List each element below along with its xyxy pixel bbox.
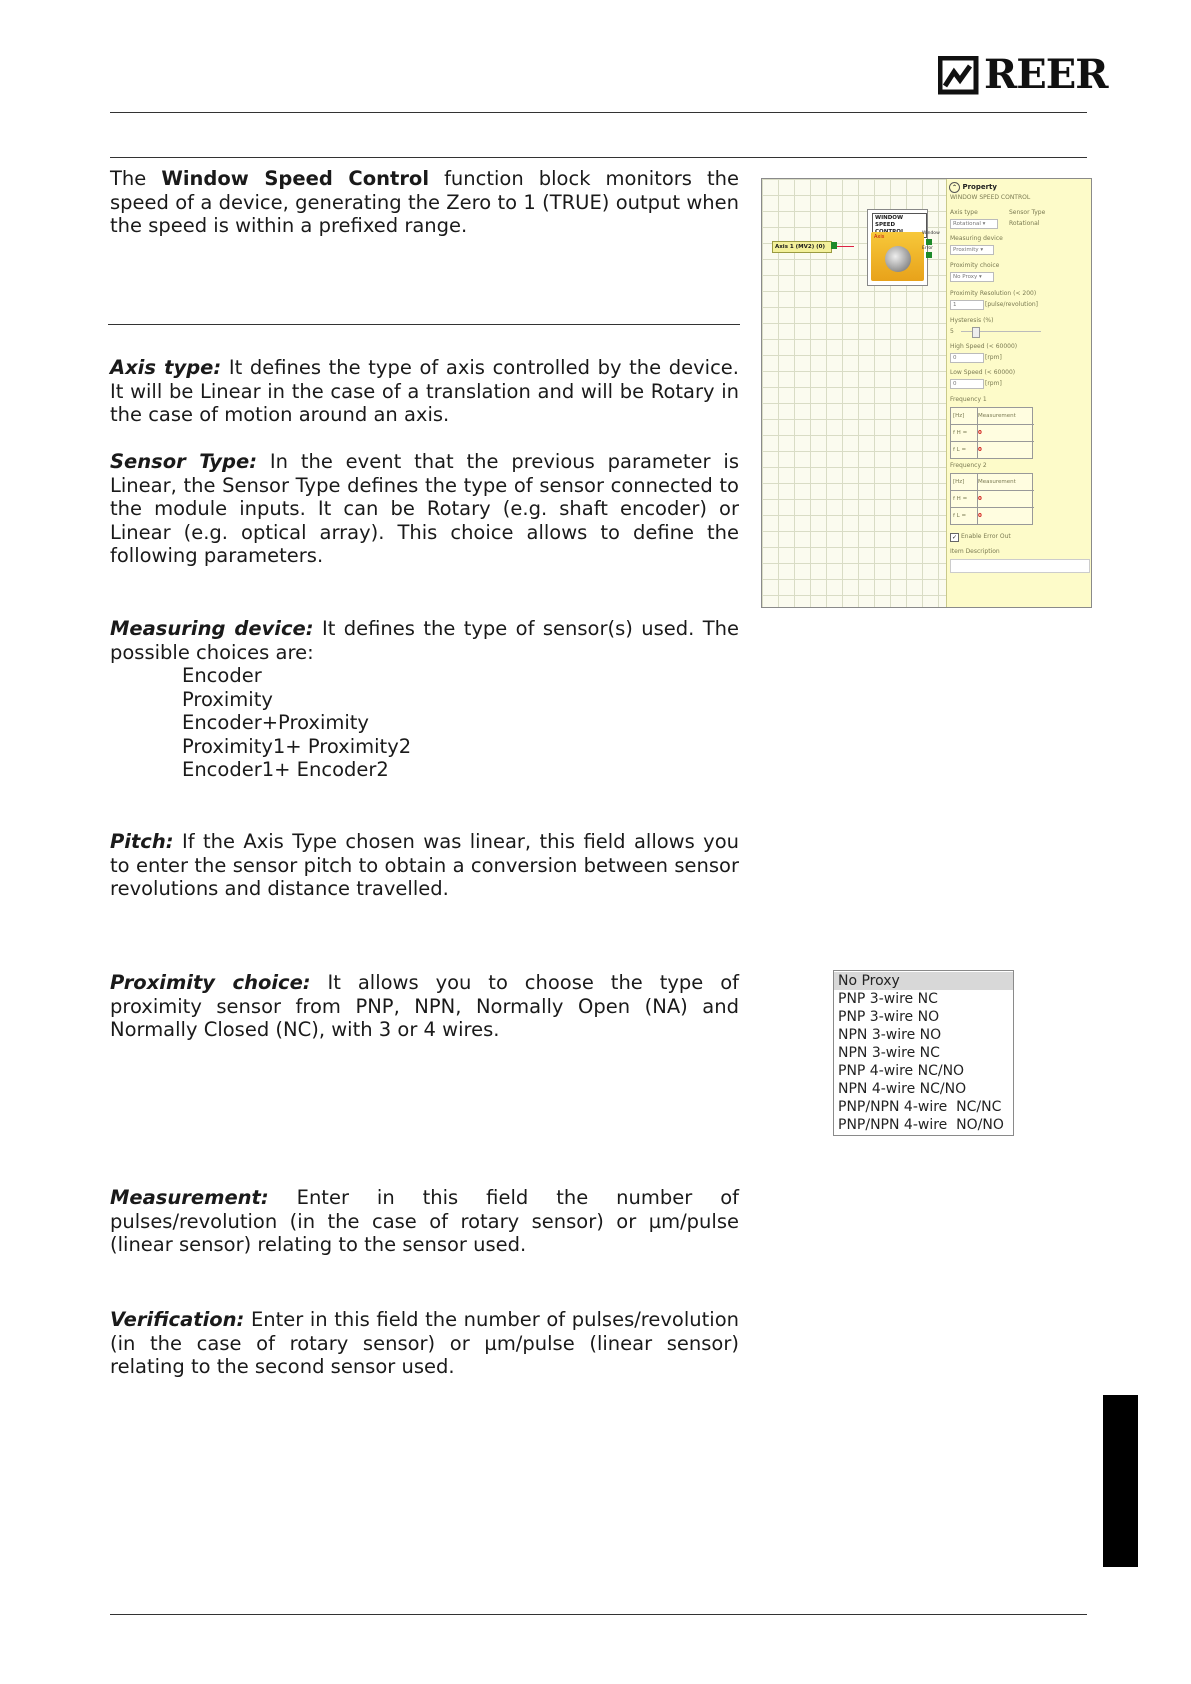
intro-prefix: The <box>110 167 147 190</box>
dropdown-option[interactable]: NPN 3-wire NC <box>838 1045 940 1061</box>
param-text: It defines the type of axis controlled by the device. It will be Linear in the case of a translation and will be Rotary in the case of motion around an axis. <box>110 356 739 426</box>
property-header <box>949 182 997 193</box>
dropdown-option[interactable]: PNP 3-wire NC <box>838 991 938 1007</box>
intro-text: function block monitors the speed of a device, generating the Zero to 1 (TRUE) output when the speed is within a prefixed range. <box>110 167 740 237</box>
high-speed-label: High Speed (< 60000) <box>950 343 1018 350</box>
low-speed-unit: [rpm] <box>985 380 1002 387</box>
prox-resolution-unit: [pulse/revolution] <box>985 301 1039 308</box>
f-low-value[interactable]: 0 <box>978 513 982 519</box>
param-term: Verification: <box>110 1308 245 1331</box>
block-body <box>871 232 924 281</box>
proximity-choice-label: Proximity choice <box>950 262 1000 269</box>
param-text: It allows you to choose the type of proximity sensor from PNP, NPN, Normally Open (NA) and Normally Closed (NC), with 3 or 4 wires. <box>110 971 739 1041</box>
window-speed-block <box>867 209 928 286</box>
property-title: Property <box>962 183 997 191</box>
property-panel <box>946 179 1092 607</box>
axis-type-label: Axis type <box>950 209 978 216</box>
section-rule-top <box>110 157 1087 158</box>
proximity-choice-select[interactable]: No Proxy ▾ <box>950 272 994 282</box>
param-term: Sensor Type: <box>110 450 257 473</box>
proximity-dropdown-list <box>833 970 1014 1136</box>
param-measurement <box>110 1186 739 1257</box>
param-term: Pitch: <box>110 830 174 853</box>
footer-rule <box>110 1614 1087 1615</box>
item-description-input[interactable] <box>950 559 1090 573</box>
window-output-pin <box>926 239 932 245</box>
param-term: Measurement: <box>110 1186 269 1209</box>
high-speed-unit: [rpm] <box>985 354 1002 361</box>
dropdown-option[interactable]: PNP 4-wire NC/NO <box>838 1063 965 1079</box>
frequency2-label: Frequency 2 <box>950 462 987 469</box>
list-item: Encoder1+ Encoder2 <box>182 758 389 781</box>
window-output-label: Window <box>922 231 940 236</box>
low-speed-input[interactable]: 0 <box>950 379 984 389</box>
f-high-value[interactable]: 0 <box>976 491 1034 508</box>
error-output-pin <box>926 252 932 258</box>
list-item: Encoder <box>182 664 262 687</box>
axis-input-tag: Axis 1 (MV2) (0) <box>772 241 832 253</box>
sensor-type-label: Sensor Type <box>1009 209 1046 216</box>
frequency1-table <box>950 407 1033 459</box>
block-title: WINDOW SPEED <box>872 213 927 238</box>
f-low-value[interactable]: 0 <box>978 447 982 453</box>
param-text: If the Axis Type chosen was linear, this field allows you to enter the sensor pitch to obtain a conversion between sensor revolutions and distance travelled. <box>110 830 739 900</box>
proximity-choice-value: No Proxy <box>953 274 978 280</box>
dropdown-option[interactable]: PNP/NPN 4-wire NO/NO <box>838 1117 1004 1133</box>
param-proximity-choice <box>110 971 739 1042</box>
f-high-label: f H = <box>951 491 978 508</box>
dropdown-option[interactable]: PNP 3-wire NO <box>838 1009 940 1025</box>
canvas-grid <box>762 179 946 607</box>
speed-sensor-icon <box>885 246 911 272</box>
f-low-label: f L = <box>951 508 978 524</box>
intro-paragraph <box>110 167 739 238</box>
param-text: In the event that the previous parameter is Linear, the Sensor Type defines the type of sensor connected to the module inputs. It can be Rotary (e.g. shaft encoder) or Linear (e.g. optical array). This choice allows to define the following parameters. <box>110 450 740 567</box>
list-item: Proximity1+ Proximity2 <box>182 734 412 758</box>
dropdown-option[interactable]: NPN 3-wire NO <box>838 1027 942 1043</box>
item-description-label: Item Description <box>950 548 1000 555</box>
header-rule <box>110 112 1087 113</box>
col-measurement: Measurement <box>976 474 1034 491</box>
chapter-thumb-tab <box>1103 1395 1138 1567</box>
f-high-value[interactable]: 0 <box>976 425 1034 442</box>
f-high-label: f H = <box>951 425 978 442</box>
low-speed-label: Low Speed (< 60000) <box>950 369 1016 376</box>
measuring-device-select[interactable]: Proximity ▾ <box>950 245 994 255</box>
property-subtitle: WINDOW SPEED CONTROL <box>950 194 1031 201</box>
connection-line <box>837 246 854 247</box>
prox-resolution-input[interactable]: 1 <box>950 300 984 310</box>
param-text: Enter in this field the number of pulses/revolution (in the case of rotary sensor) or µm/pulse (linear sensor) relating to the sensor used. <box>110 1186 739 1256</box>
hysteresis-label: Hysteresis (%) <box>950 317 994 324</box>
collapse-icon[interactable]: ⌃ <box>949 182 960 193</box>
logo-mark-icon <box>938 56 980 96</box>
axis-type-select[interactable]: Rotational ▾ <box>950 219 998 229</box>
param-verification <box>110 1308 739 1379</box>
param-text: Enter in this field the number of pulses/revolution (in the case of rotary sensor) or µm/pulse (linear sensor) relating to the second sensor used. <box>110 1308 739 1378</box>
param-pitch <box>110 830 739 901</box>
enable-error-label: Enable Error Out <box>961 533 1011 540</box>
param-text: It defines the type of sensor(s) used. The possible choices are: <box>110 617 740 664</box>
f-low-label: f L = <box>951 442 978 458</box>
reer-logo <box>938 51 1108 98</box>
prox-resolution-label: Proximity Resolution (< 200) <box>950 290 1037 297</box>
param-term: Measuring device: <box>110 617 314 640</box>
software-screenshot <box>761 178 1092 608</box>
frequency1-label: Frequency 1 <box>950 396 987 403</box>
hysteresis-value: 5 <box>950 328 954 335</box>
block-axis-pin: Axis <box>874 234 885 240</box>
param-measuring-device <box>110 617 739 664</box>
param-axis-type <box>110 356 739 427</box>
col-hz: [Hz] <box>951 408 978 425</box>
section-rule-params <box>108 324 740 325</box>
dropdown-option-no-proxy[interactable]: No Proxy <box>834 972 1013 990</box>
axis-type-value: Rotational <box>953 221 981 227</box>
high-speed-input[interactable]: 0 <box>950 353 984 363</box>
list-item: Proximity <box>182 687 273 711</box>
hysteresis-slider-thumb[interactable] <box>972 327 980 338</box>
frequency2-table <box>950 473 1033 525</box>
col-measurement: Measurement <box>976 408 1034 425</box>
error-output-label: Error <box>922 246 933 251</box>
measuring-device-label: Measuring device <box>950 235 1003 242</box>
list-item: Encoder+Proximity <box>182 711 369 734</box>
col-hz: [Hz] <box>951 474 978 491</box>
param-term: Axis type: <box>110 356 222 379</box>
dropdown-option[interactable]: PNP/NPN 4-wire NC/NC <box>838 1099 1002 1115</box>
enable-error-checkbox[interactable]: ✓ <box>951 534 958 541</box>
param-sensor-type <box>110 450 739 568</box>
measuring-choices-list <box>182 664 411 782</box>
param-term: Proximity choice: <box>110 971 311 994</box>
block-name: Window Speed Control <box>161 167 430 190</box>
dropdown-option[interactable]: NPN 4-wire NC/NO <box>838 1081 967 1097</box>
measuring-device-value: Proximity <box>953 247 979 253</box>
sensor-type-value: Rotational <box>1009 220 1040 227</box>
logo-text: REER <box>984 51 1108 98</box>
